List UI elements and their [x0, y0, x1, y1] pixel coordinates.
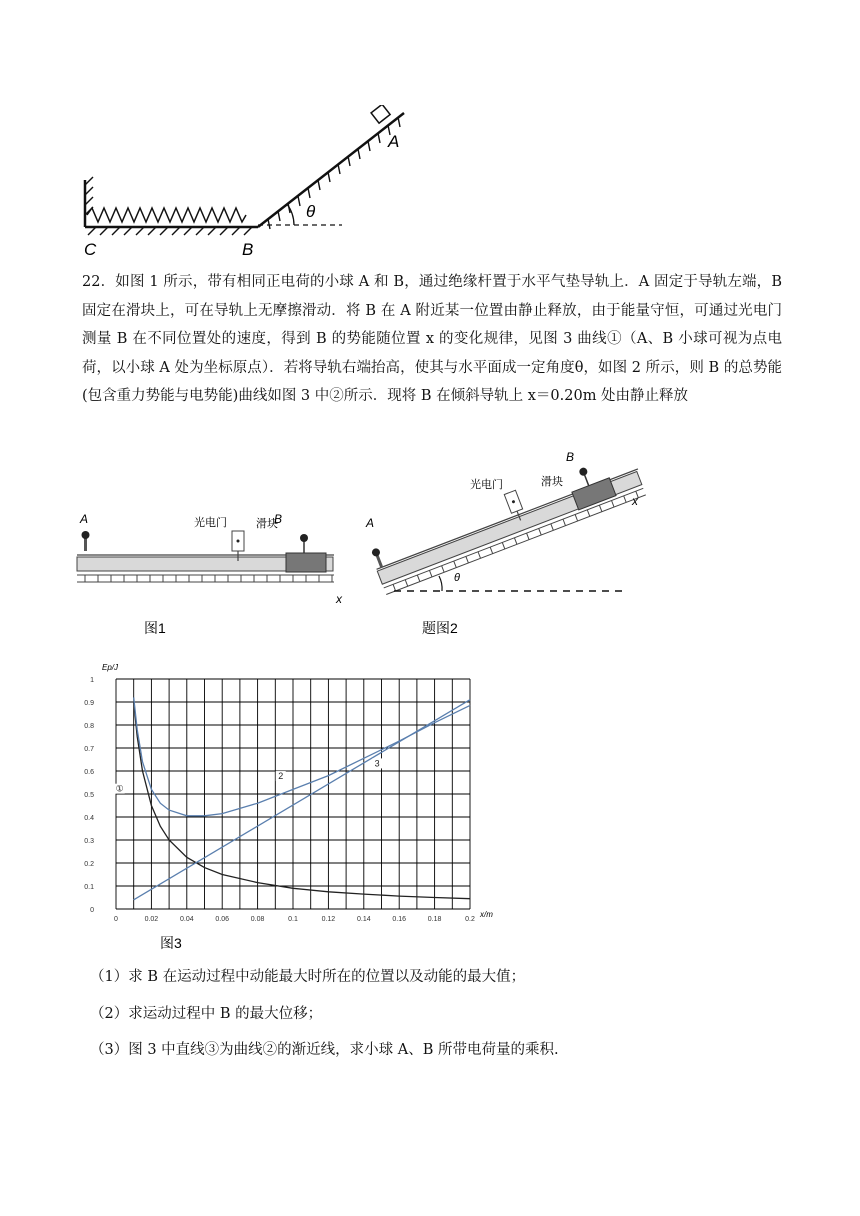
rail-tick [527, 533, 530, 540]
rail-tick [454, 561, 457, 568]
label-c: C [84, 240, 97, 259]
y-tick-label: 0.5 [84, 792, 94, 799]
rail-tick [490, 547, 493, 554]
rail-tick [624, 496, 627, 503]
label-b: B [242, 240, 254, 259]
incline-figure [70, 105, 410, 265]
fig1-slider [286, 553, 326, 572]
series-label-2: 2 [278, 771, 284, 782]
x-tick-label: 0 [114, 916, 118, 923]
rail-tick [393, 584, 396, 591]
rail-tick [612, 500, 615, 507]
y-tick-label: 0 [90, 907, 94, 914]
fig1-caption: 图1 [144, 620, 166, 636]
x-tick-label: 0.18 [427, 916, 442, 923]
chart-xlabel: x/m [480, 910, 493, 919]
fig2-slider-label: 滑块 [541, 476, 563, 488]
fig1-label-a: A [80, 512, 89, 526]
x-tick-label: 0.04 [179, 916, 194, 923]
rail-tick [502, 542, 505, 549]
rail-tick [405, 580, 408, 587]
fig2-ball-a [371, 547, 381, 557]
fig1-ball-b [300, 534, 308, 542]
y-tick-label: 0.9 [84, 700, 94, 707]
problem-text: 如图 1 所示，带有相同正电荷的小球 A 和 B，通过绝缘杆置于水平气垫导轨上．A 固定于导轨左端，B 固定在滑块上，可在导轨上无摩擦滑动．将 B 在 A 附近某一位置由静止释放，由于能量守恒，可通过光电门测量 B 在不同位置处的速度，得到 B 的势能随位置 x 的变化规律，见图 3 曲线①（A、B 小球可视为点电荷，以小球 A 处为坐标原点）．若将导轨右端抬高，使其与水平面成一定角度θ，如图 2 所示，则 B 的总势能(包含重力势能与电势能)曲线如图 3 中②所示．现将 B 在倾斜导轨上 x＝0.20m 处由静止释放 [82, 274, 782, 404]
rail-tick [539, 528, 542, 535]
rail-tick [599, 505, 602, 512]
fig1-axis-x: x [336, 592, 342, 606]
incline-hatch [268, 117, 400, 229]
fig2-axis-x: x [632, 494, 638, 508]
rail-tick [442, 566, 445, 573]
y-tick-label: 0.4 [84, 815, 94, 822]
rail-tick [587, 510, 590, 517]
series-line-3 [134, 700, 470, 900]
series-label-3: 3 [374, 758, 380, 769]
label-a: A [388, 132, 400, 151]
y-tick-label: 0.2 [84, 861, 94, 868]
fig1-slider-label: 滑块 [256, 518, 278, 530]
fig2-label-a: A [366, 516, 375, 530]
question-2: （2）求运动过程中 B 的最大位移； [90, 1006, 323, 1022]
problem-stem [82, 268, 782, 411]
series-label-1: ① [115, 783, 124, 794]
x-tick-label: 0.08 [250, 916, 265, 923]
fig2 [360, 445, 670, 645]
fig1-photogate-dot [237, 540, 240, 543]
question-1: （1）求 B 在运动过程中动能最大时所在的位置以及动能的最大值； [90, 969, 526, 985]
rail-tick [563, 519, 566, 526]
fig2-caption: 题图2 [422, 620, 458, 636]
fig2-theta: θ [454, 572, 460, 584]
rail-tick [417, 575, 420, 582]
spring [87, 208, 246, 222]
x-tick-label: 0.06 [215, 916, 230, 923]
rail-tick [551, 524, 554, 531]
problem-number: 22． [82, 274, 116, 290]
rail-tick [478, 552, 481, 559]
question-3: （3）图 3 中直线③为曲线②的渐近线，求小球 A、B 所带电荷量的乘积. [90, 1042, 559, 1058]
x-tick-label: 0.12 [321, 916, 336, 923]
y-tick-label: 0.1 [84, 884, 94, 891]
incline-line [258, 113, 404, 227]
fig1-scale-ticks [85, 575, 332, 582]
fig2-slider [572, 478, 616, 510]
fig1-gate-label: 光电门 [194, 517, 227, 529]
fig3-caption: 图3 [160, 935, 182, 951]
y-tick-label: 0.6 [84, 769, 94, 776]
fig3-chart [82, 655, 522, 955]
rail-tick [466, 556, 469, 563]
label-theta: θ [306, 202, 316, 221]
rail-tick [575, 514, 578, 521]
y-tick-label: 1 [90, 677, 94, 684]
block-a [371, 105, 390, 123]
fig2-rail-group [368, 447, 648, 595]
fig2-theta-arc [439, 576, 442, 591]
y-tick-label: 0.3 [84, 838, 94, 845]
x-tick-label: 0.16 [392, 916, 407, 923]
fig1 [72, 505, 362, 645]
x-tick-label: 0.2 [465, 916, 475, 923]
chart-ylabel: Ep/J [102, 663, 119, 672]
y-tick-label: 0.8 [84, 723, 94, 730]
rail-tick [429, 570, 432, 577]
x-tick-label: 0.14 [356, 916, 371, 923]
fig2-gate-label: 光电门 [470, 479, 503, 491]
fig2-label-b: B [566, 450, 575, 464]
y-tick-label: 0.7 [84, 746, 94, 753]
fig1-label-b: B [274, 512, 283, 526]
fig2-ball-b [578, 467, 588, 477]
chart-grid [116, 679, 470, 909]
series-line-2 [134, 697, 470, 815]
x-tick-label: 0.02 [144, 916, 159, 923]
rail-tick [514, 538, 517, 545]
fig1-ball-a [82, 531, 90, 539]
x-tick-label: 0.1 [288, 916, 298, 923]
theta-arc [287, 204, 294, 225]
